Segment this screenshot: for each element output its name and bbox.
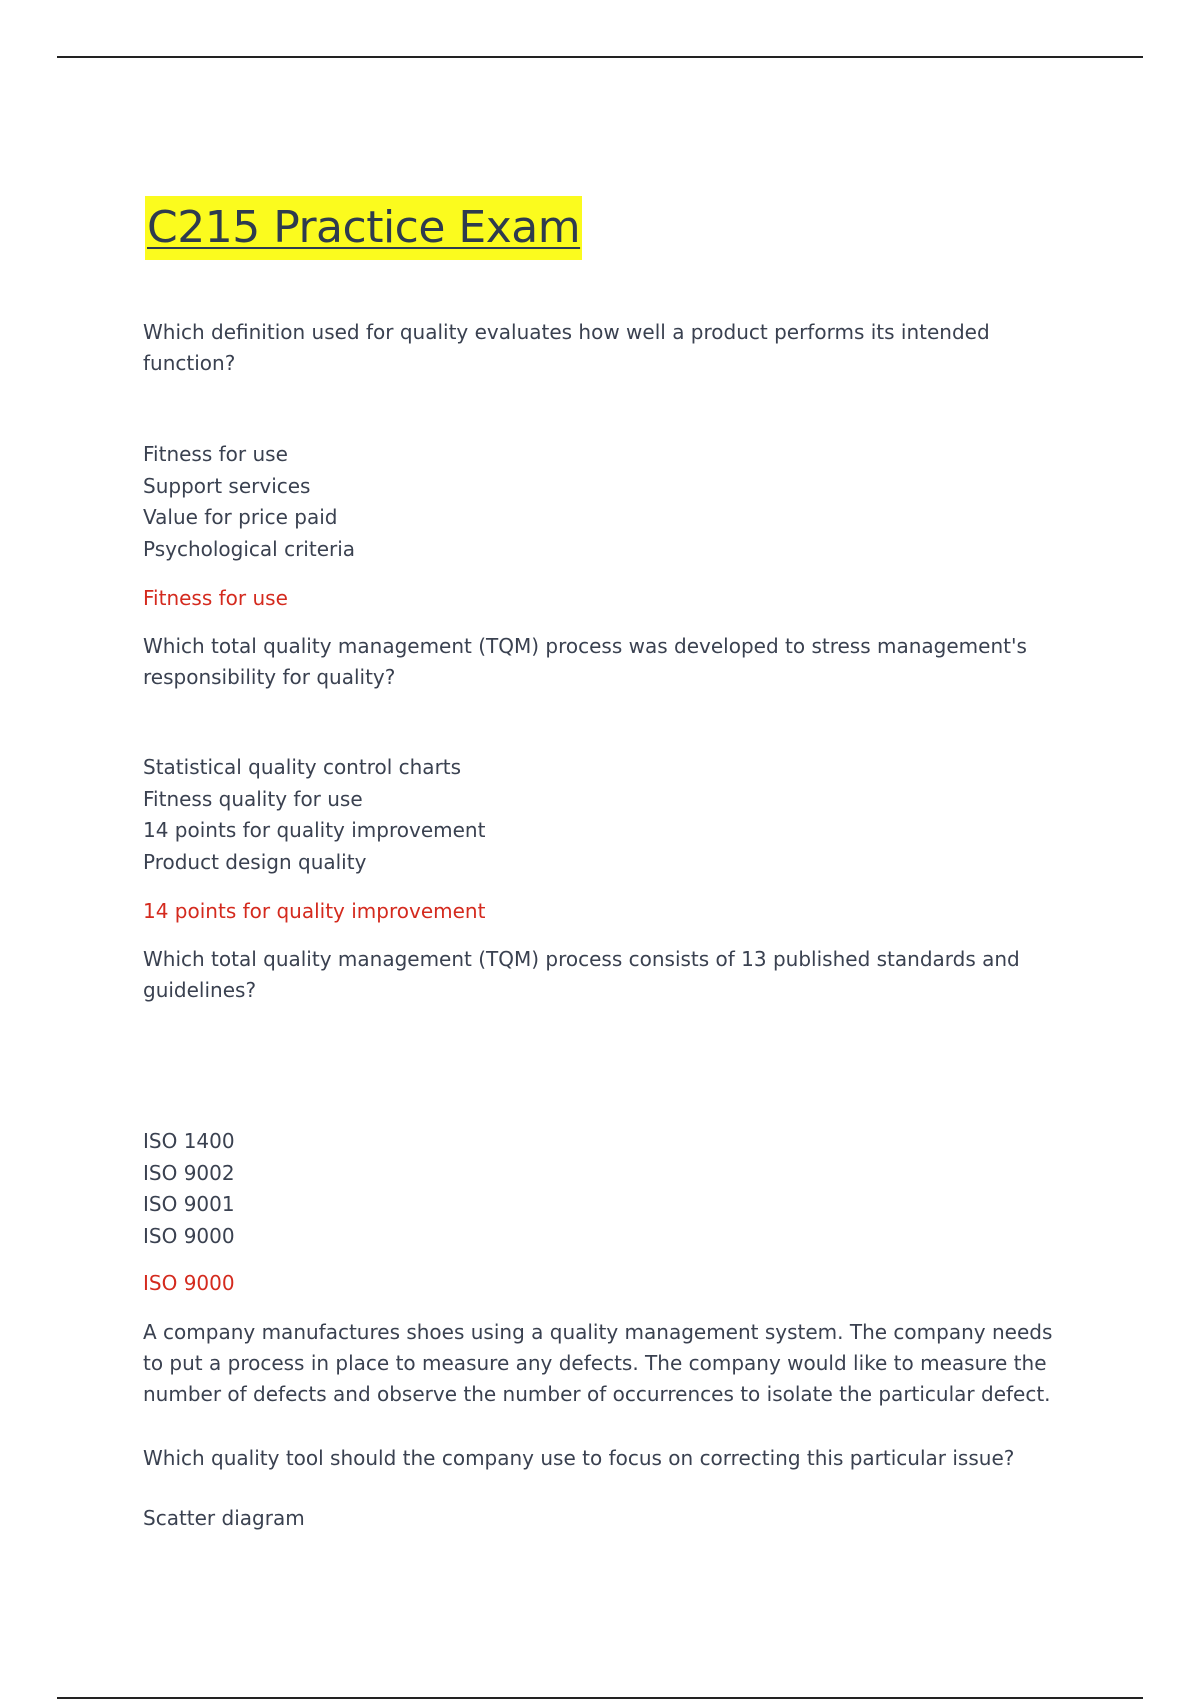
question-4-option: Scatter diagram — [143, 1506, 305, 1530]
question-4-prompt: Which quality tool should the company use to focus on correcting this particular issue? — [143, 1446, 1015, 1470]
question-3-option: ISO 9000 — [143, 1223, 235, 1248]
question-4-options — [143, 1503, 305, 1535]
question-1-option: Support services — [143, 473, 311, 498]
question-3-option: ISO 9001 — [143, 1192, 235, 1216]
question-3-option: ISO 9002 — [143, 1160, 235, 1185]
footer-rule — [57, 1697, 1143, 1699]
question-1-options — [143, 439, 355, 565]
question-2-answer: 14 points for quality improvement — [143, 899, 486, 923]
question-2-options — [143, 752, 485, 878]
question-1-answer: Fitness for use — [143, 586, 288, 610]
question-1-option: Psychological criteria — [143, 536, 356, 561]
question-3-option: ISO 1400 — [143, 1129, 235, 1153]
question-2-prompt: Which total quality management (TQM) process was developed to stress management's responsibility for quality? — [143, 634, 1027, 689]
question-2-option: Product design quality — [143, 849, 367, 874]
question-1-prompt: Which definition used for quality evaluates how well a product performs its intended function? — [143, 320, 990, 375]
question-3-options — [143, 1126, 235, 1252]
question-2-option: 14 points for quality improvement — [143, 818, 486, 842]
question-2-option: Fitness quality for use — [143, 786, 363, 811]
page-title: C215 Practice Exam — [145, 196, 582, 260]
question-1-option: Fitness for use — [143, 442, 288, 466]
question-2-option: Statistical quality control charts — [143, 755, 462, 779]
question-3-answer: ISO 9000 — [143, 1271, 235, 1295]
question-3-prompt: Which total quality management (TQM) process consists of 13 published standards and guidelines? — [143, 947, 1020, 1002]
question-1-option: Value for price paid — [143, 505, 338, 529]
header-rule — [57, 56, 1143, 58]
question-4-scenario: A company manufactures shoes using a quality management system. The company needs to put a process in place to measure any defects. The company would like to measure the number of defects and observe the number of occurrences to isolate the particular defect. — [143, 1320, 1053, 1406]
